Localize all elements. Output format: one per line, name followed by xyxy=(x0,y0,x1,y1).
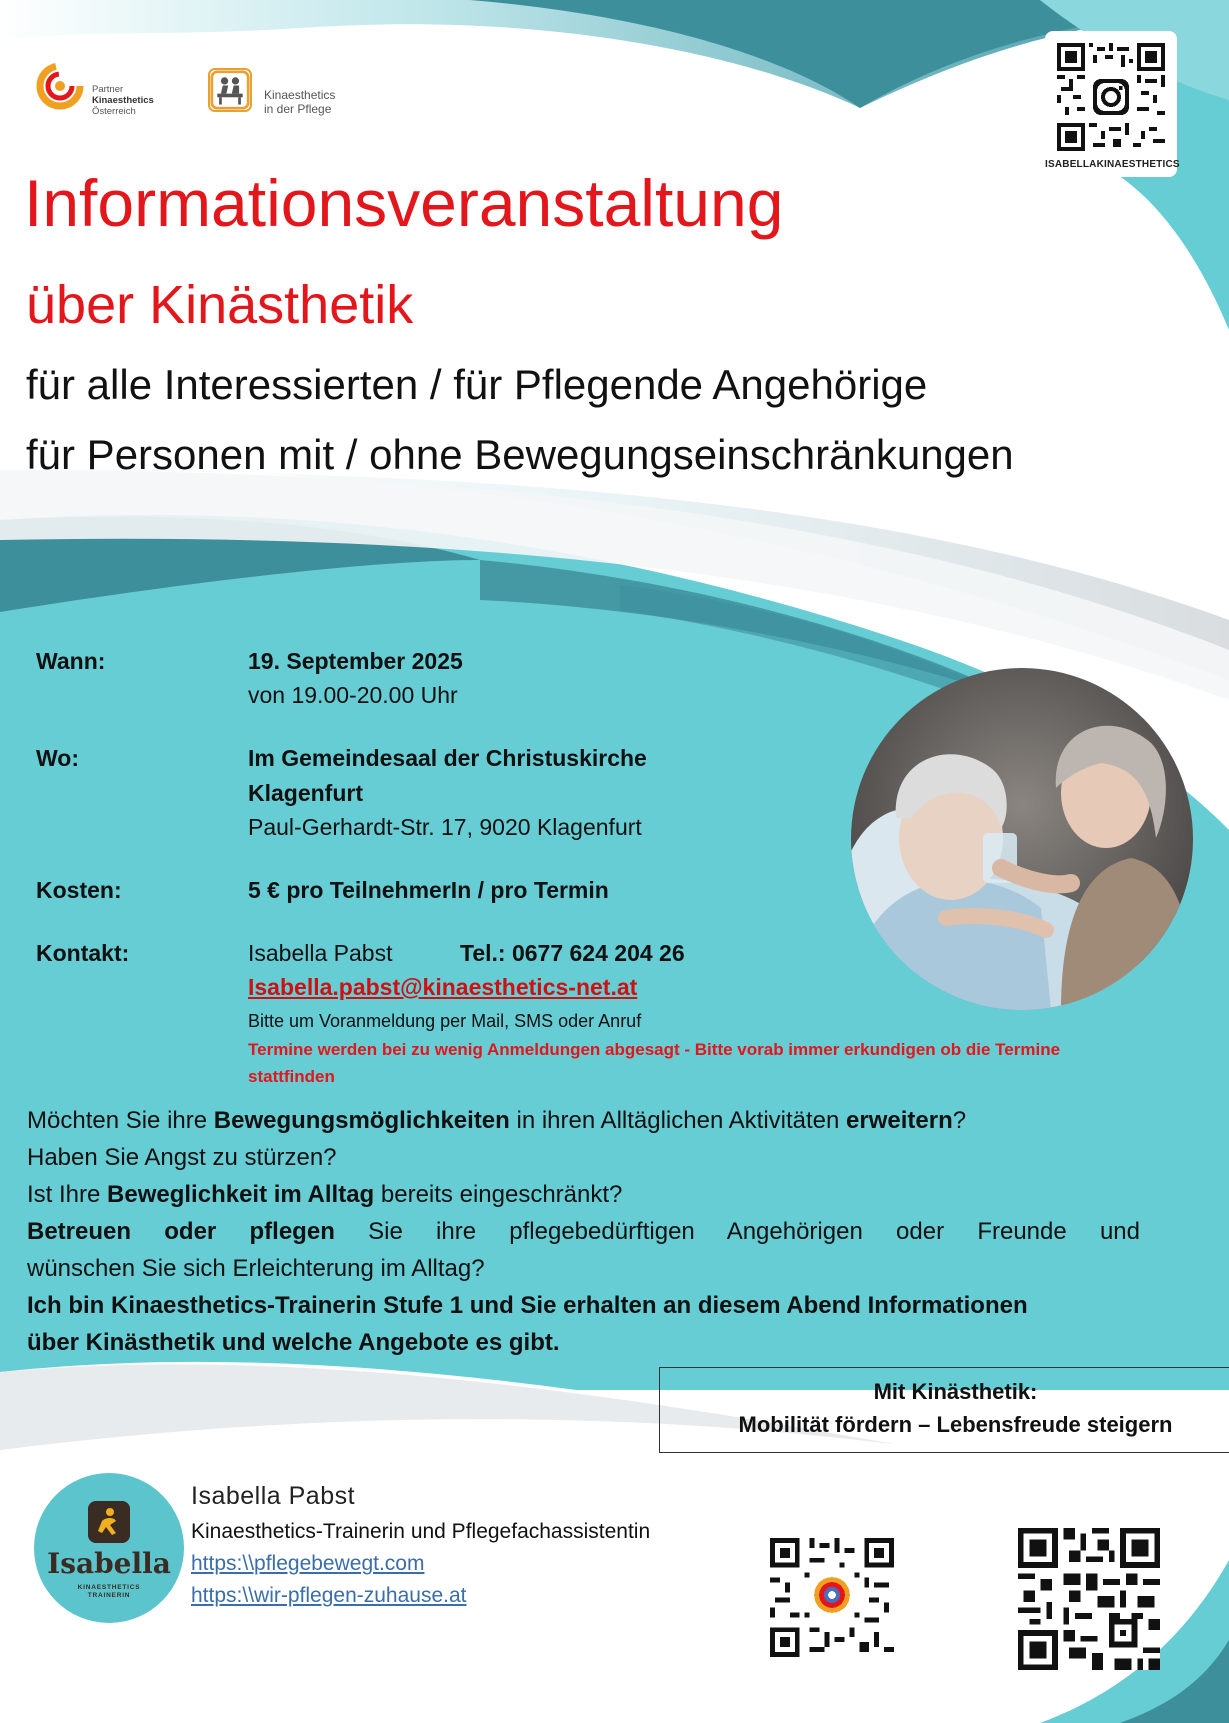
kinaesthetics-logo xyxy=(208,68,358,118)
figure-mark-icon xyxy=(88,1501,130,1543)
slogan-box xyxy=(659,1367,1229,1453)
trainer-statement-2: über Kinästhetik und welche Angebote es gibt. xyxy=(27,1329,560,1356)
website-qr-code-icon[interactable] xyxy=(760,1528,904,1662)
question-mobility: Ist Ihre Beweglichkeit im Alltag bereits eingeschränkt? xyxy=(27,1181,623,1208)
instagram-qr-code-icon xyxy=(1057,43,1165,151)
audience-line-1: für alle Interessierten / für Pflegende Angehörige xyxy=(26,361,928,408)
when-label: Wann: xyxy=(36,648,106,674)
partner-logo-text: Partner Kinaesthetics Österreich xyxy=(92,84,154,117)
contact-label: Kontakt: xyxy=(36,940,130,966)
where-city: Klagenfurt xyxy=(248,780,363,806)
isabella-badge-logo xyxy=(34,1473,184,1623)
badge-subtitle: KINAESTHETICS TRAINERIN xyxy=(77,1584,141,1599)
cancellation-warning: Termine werden bei zu wenig Anmeldungen abgesagt - Bitte vorab immer erkundigen ob die Termine stattfinden xyxy=(248,1040,1061,1086)
question-fall: Haben Sie Angst zu stürzen? xyxy=(27,1144,337,1171)
question-care-1: Betreuen oder pflegen Sie ihre pflegebedürftigen Angehörigen oder Freunde und xyxy=(27,1218,1140,1245)
contact-phone: Tel.: 0677 624 204 26 xyxy=(460,940,685,966)
kinaesthetics-logo-text: Kinaesthetics in der Pflege xyxy=(264,88,336,116)
contact-name: Isabella Pabst xyxy=(248,940,393,966)
link-wir-pflegen-zuhause[interactable]: https:\\wir-pflegen-zuhause.at xyxy=(191,1584,467,1607)
link-pflegebewegt[interactable]: https:\\pflegebewegt.com xyxy=(191,1552,425,1575)
cost-value: 5 € pro TeilnehmerIn / pro Termin xyxy=(248,877,609,903)
kinaesthetics-figures-icon xyxy=(208,68,252,112)
instagram-qr-card[interactable] xyxy=(1045,31,1180,177)
caregiver-photo xyxy=(851,668,1193,1010)
footer-name: Isabella Pabst xyxy=(191,1482,356,1510)
instagram-handle: ISABELLAKINAESTHETICS xyxy=(1045,159,1180,170)
when-date: 19. September 2025 xyxy=(248,648,463,674)
where-label: Wo: xyxy=(36,745,80,771)
cost-label: Kosten: xyxy=(36,877,122,903)
question-movement: Möchten Sie ihre Bewegungsmöglichkeiten in ihren Alltäglichen Aktivitäten erweitern? xyxy=(27,1107,967,1134)
where-address: Paul-Gerhardt-Str. 17, 9020 Klagenfurt xyxy=(248,814,642,840)
trainer-statement-1: Ich bin Kinaesthetics-Trainerin Stufe 1 und Sie erhalten an diesem Abend Informationen xyxy=(27,1292,1028,1319)
where-venue: Im Gemeindesaal der Christuskirche xyxy=(248,745,647,771)
question-care-2: wünschen Sie sich Erleichterung im Alltag? xyxy=(27,1255,485,1282)
audience-line-2: für Personen mit / ohne Bewegungseinschränkungen xyxy=(26,431,1014,478)
partner-ring-icon xyxy=(36,62,84,110)
website-qr-code-2-icon[interactable] xyxy=(1018,1528,1160,1670)
sub-title: über Kinästhetik xyxy=(26,275,414,335)
badge-name: Isabella xyxy=(47,1547,171,1580)
when-time: von 19.00-20.00 Uhr xyxy=(248,682,458,708)
slogan-line-1: Mit Kinästhetik: xyxy=(873,1379,1038,1404)
slogan-line-2: Mobilität fördern – Lebensfreude steigern xyxy=(738,1412,1173,1437)
partner-logo xyxy=(36,62,166,118)
description-text xyxy=(27,1102,1140,1361)
main-title: Informationsveranstaltung xyxy=(24,166,784,240)
registration-note: Bitte um Voranmeldung per Mail, SMS oder Anruf xyxy=(248,1011,642,1031)
contact-email-link[interactable]: Isabella.pabst@kinaesthetics-net.at xyxy=(248,974,638,1000)
footer-role: Kinaesthetics-Trainerin und Pflegefachassistentin xyxy=(191,1520,651,1543)
